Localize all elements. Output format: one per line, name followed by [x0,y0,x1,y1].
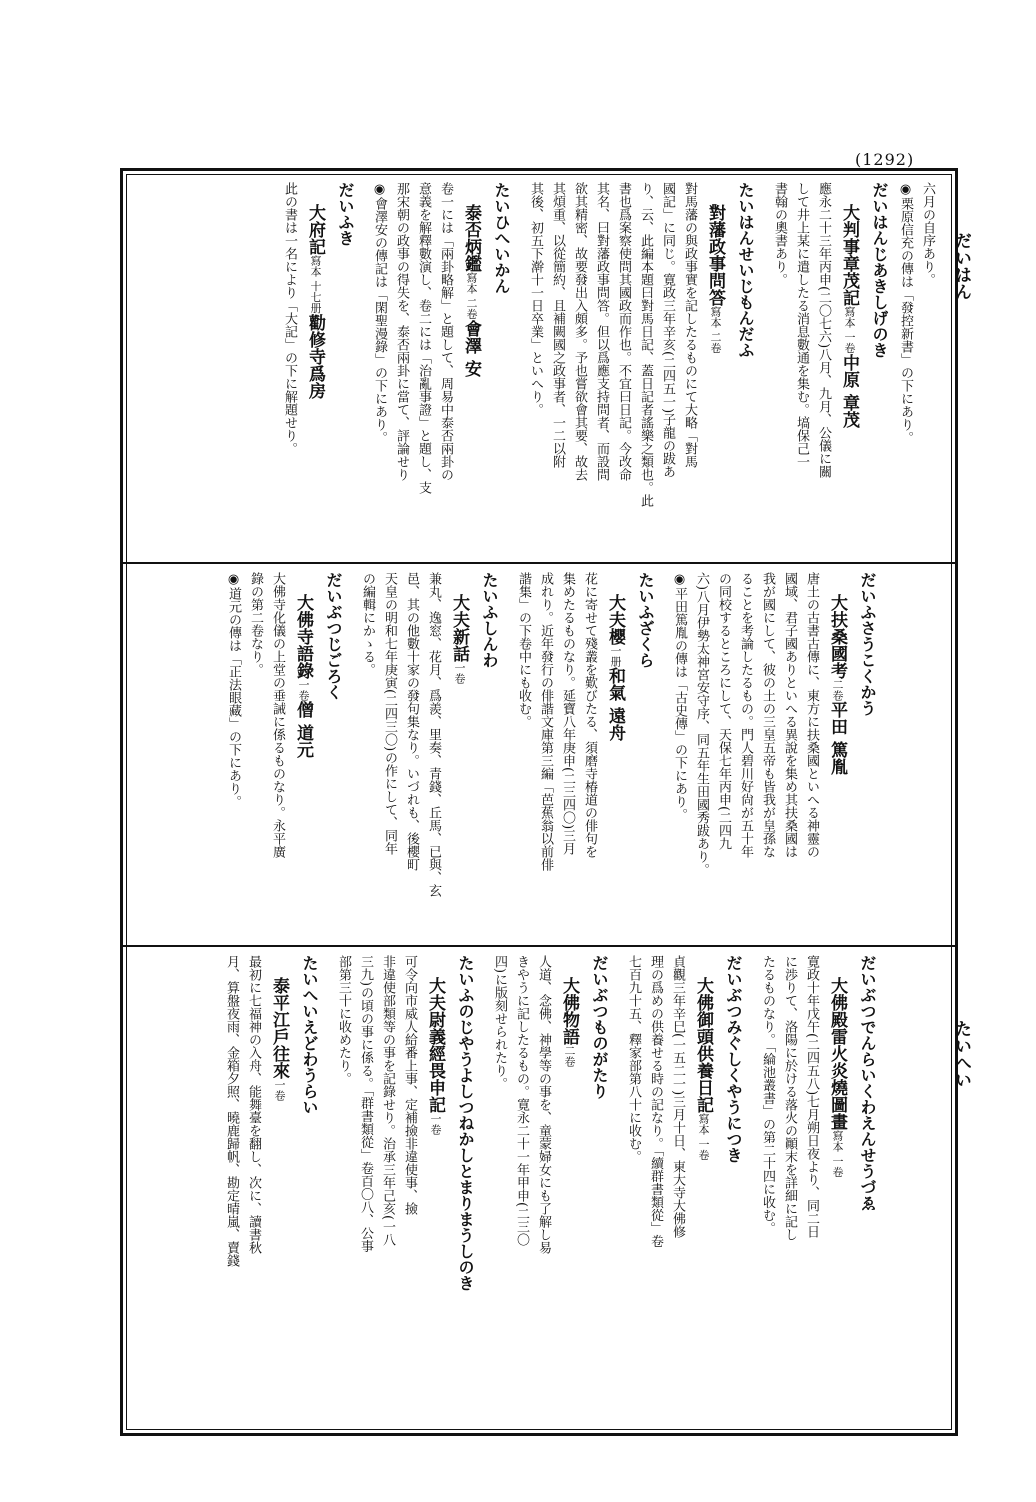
entry-reading: だいぶつじごろく [324,572,343,700]
entry-title-text: 大判事章茂記 [839,204,859,306]
entry-text-line: ◉會澤安の傳記は「閑聖漫錄」の下にあり。 [372,182,387,444]
entry-reading: たいふざくら [636,572,655,668]
entry-author: 僧 道元 [293,701,313,758]
section-header-tai-hei: たいへい [951,1020,971,1088]
band-columns [220,955,882,1421]
entry-volume: 一册 [609,645,622,667]
band-divider [120,562,958,564]
entry-text-line: 對馬藩の與政事實を記したるものにて大略「對馬 [682,182,697,468]
entry-text-line: 七百九十五、釋家部第八十に收む。 [626,955,641,1163]
column-spacer [516,182,524,554]
entry-text-line: 國域、君子國ありといへる異說を集め其扶桑國は [782,572,797,858]
entries-band-middle [126,566,952,943]
entry-title [554,955,584,1443]
column-spacer [748,955,756,1421]
entry-reading: たいひへいかん [492,182,511,294]
entry-text-line: 那宋朝の政事の得失を、泰否兩卦に當て、評論せり [394,182,409,481]
entry-reading: たいへいえどわうらい [300,955,319,1115]
entry-text-line: 其煩重、以從簡約、且補闕國之政事者、一二以附 [550,182,565,468]
entry-text-line: 天皇の明和七年庚寅(二四三〇)の作にして、同年 [382,572,397,856]
entry-title-text: 大佛寺語錄 [293,594,313,679]
entry-volume: 寫本 一卷 [697,1113,710,1161]
entry-reading: だいぶつでんらいくわえんせうづゑ [858,955,877,1211]
column-spacer [348,572,356,937]
entry-title-text: 大夫櫻 [605,594,625,645]
entry-title [444,572,474,959]
column-spacer [504,572,512,937]
entry-reading: だいはんじあきしげのき [870,182,889,358]
entry-title-text: 泰平江戶往來 [269,977,289,1079]
entry-title [288,572,318,959]
entry-volume: 一卷 [453,662,466,684]
entry-volume: 二卷 [563,1045,576,1067]
column-spacer [324,955,332,1421]
entry-text-line: 三九)の頃の事に係る。「群書類從」卷百〇八、公事 [358,955,373,1253]
column-spacer [614,955,622,1421]
entry-text-line: 兼丸、逸窓、花月、爲羨、里奏、青錢、丘馬、已與、玄 [426,572,441,897]
entry-title [688,955,718,1443]
entry-title-text: 大府記 [305,204,325,255]
entry-author: 平田 篤胤 [827,701,847,775]
entry-text-line: 花に寄せて殘叢を歎びたる、須磨寺椿道の俳句を [582,572,597,858]
entry-text-line: 我が國にして、彼の土の三皇五帝も皆我が皇孫な [760,572,775,858]
column-spacer [760,182,768,554]
entry-text-line: 六月の自序あり。 [920,182,935,286]
entry-text-line: 非違使部類等の事を記錄せり。治承三年己亥(一八 [380,955,395,1247]
entry-title-text: 大佛殿雷火炎燒圖畫 [827,977,847,1130]
entry-title-text: 大夫尉義經畏申記 [425,977,445,1113]
entry-text-line: 卷一には「兩卦略解」と題して、周易中泰否兩卦の [438,182,453,481]
entry-title [420,955,450,1443]
entries-band-top [126,176,952,560]
entry-text-line: 可令向市威人給番上事、定補撿非違使事、撿 [402,955,417,1215]
entry-title [822,955,852,1443]
entry-text-line: 書也爲案察使問其國政而作也。不宜曰日記。今改命 [616,182,631,481]
entry-text-line: 月、算盤夜雨、金箱夕照、曉鹿歸帆、勘定晴嵐、賣錢 [224,955,239,1267]
entry-volume: 寫本 一卷 [831,1130,844,1178]
entry-text-line: たるものなり。「綸池叢書」の第二十四に收む。 [760,955,775,1235]
entry-volume: 一卷 [273,1079,286,1101]
column-spacer [480,955,488,1421]
entries-band-bottom [126,949,952,1427]
entry-text-line: 大佛寺化儀の上堂の垂誡に係るものなり。永平廣 [270,572,285,858]
entry-text-line: 此の書は一名により「大記」の下に解題せり。 [282,182,297,455]
entry-text-line: 書翰の奧書あり。 [772,182,787,286]
entry-title [456,182,486,576]
entry-text-line: 寛政十年戊午(二四五八)七月朔日夜より、同二日 [804,955,819,1239]
entry-author: 會澤 安 [461,319,481,377]
entry-text-line: 部第三十に收めたり。 [336,955,351,1085]
entry-text-line: 意義を解釋數演し、卷二には「治亂事證」と題し、支 [416,182,431,494]
entry-title-text: 泰否炳鑑 [461,204,481,272]
entry-text-line: 錄の第二卷なり。 [248,572,263,676]
section-header-dai-han: だいはん [951,232,971,300]
entry-text-line: の同校するところにして、天保七年丙申(二四九 [716,572,731,851]
entry-text-line: 邑、其の他數十家の發句集なり。いづれも、後櫻町 [404,572,419,871]
entry-reading: たいふしんわ [480,572,499,668]
entry-text-line: 人道、念佛、神學等の事を、童蒙婦女にも了解し易 [536,955,551,1254]
entry-volume: 二卷 [831,679,844,701]
entry-title [700,182,730,576]
entry-reading: たいふのじやうよしつねかしとまりまうしのき [456,955,475,1291]
entry-reading: だいふさうこくかう [858,572,877,716]
column-spacer [360,182,368,554]
entry-text-line: 其後、初五下澣十一日卒業」といへり。 [528,182,543,416]
entry-text-line: ◉平田篤胤の傳は「古史傳」の下にあり。 [672,572,687,821]
entry-volume: 寫本 十七册 [309,255,322,314]
entry-text-line: して井上某に遣したる消息數通を集む。塙保己一 [794,182,809,468]
entry-author: 勸修寺爲房 [305,313,325,399]
entry-volume: 一卷 [297,679,310,701]
entry-text-line: 四)に版刻せられたり。 [492,955,507,1091]
column-spacer [660,572,668,937]
entry-text-line: ◉栗原信充の傳は「發控新書」の下にあり。 [898,182,913,444]
entry-title [822,572,852,959]
band-columns [222,572,882,937]
entry-text-line: ることを考論したるもの。門人碧川好尙が五十年 [738,572,753,858]
entry-reading: たいはんせいじもんだふ [736,182,755,358]
entry-text-line: きやうに記したるもの。寛永二十一年甲申(二三〇 [514,955,529,1247]
entry-text-line: 其名、曰對藩政事問答。但以爲應支持問者、而設問 [594,182,609,481]
entry-title [300,182,330,576]
entry-title [264,955,294,1443]
entry-text-line: ◉道元の傳は「正法眼藏」の下にあり。 [226,572,241,808]
entry-text-line: の編輯にかゝる。 [360,572,375,676]
entry-reading: だいふき [336,182,355,246]
entry-text-line: 成れり。近年發行の俳諧文庫第三編「芭蕉翁以前俳 [538,572,553,871]
entry-title-text: 大佛物語 [559,977,579,1045]
entry-title [600,572,630,959]
entry-text-line: 理の爲めの供養せる時の記なり。「續群書類從」卷 [648,955,663,1248]
band-columns [278,182,938,554]
entry-text-line: 集めたるものなり。延寶八年庚申(二三四〇)三月 [560,572,575,856]
page-number: (1292) [855,150,915,169]
entry-title-text: 大夫新話 [449,594,469,662]
entry-text-line: 最初に七福神の入舟、能舞臺を翻し、次に、讀書秋 [246,955,261,1254]
entry-title-text: 對藩政事問答 [705,204,725,306]
entry-volume: 一卷 [429,1113,442,1135]
entry-text-line: 六)八月伊勢太神宮安守序、同五年生田國秀跋あり。 [694,572,709,877]
entry-text-line: 諧集」の下卷中にも收む。 [516,572,531,728]
entry-text-line: り、云、此編本題曰對馬日記、蓋日記者謠樂之類也。此 [638,182,653,507]
entry-author: 中原 章茂 [839,353,859,428]
entry-reading: だいぶつものがたり [590,955,609,1099]
entry-volume: 寫本 一卷 [843,306,856,354]
entry-title [834,182,864,576]
entry-text-line: 欲其精密、故要發出入頗多。予也嘗欲會其要、故去 [572,182,587,481]
entry-title-text: 大扶桑國考 [827,594,847,679]
entry-author: 和氣 遠舟 [605,667,625,741]
entry-text-line: に渉りて、洛陽に於ける落火の顚末を詳細に記し [782,955,797,1241]
entry-title-text: 大佛御頭供養日記 [693,977,713,1113]
entry-volume: 寫本 二卷 [709,306,722,354]
entry-text-line: 貞觀三年辛巳(一五二一)三月十日、東大寺大佛修 [670,955,685,1239]
entry-text-line: 國記」に同じ。寛政三年辛亥(二四五一)子龍の跋あ [660,182,675,479]
entry-text-line: 應永二十三年丙申(二〇七六)八月、九月、公儀に關 [816,182,831,479]
entry-reading: だいぶつみぐしくやうにつき [724,955,743,1163]
entry-text-line: 唐土の古書古傳に、東方に扶桑國といへる神靈の [804,572,819,858]
entry-volume: 寫本 二卷 [465,272,478,320]
